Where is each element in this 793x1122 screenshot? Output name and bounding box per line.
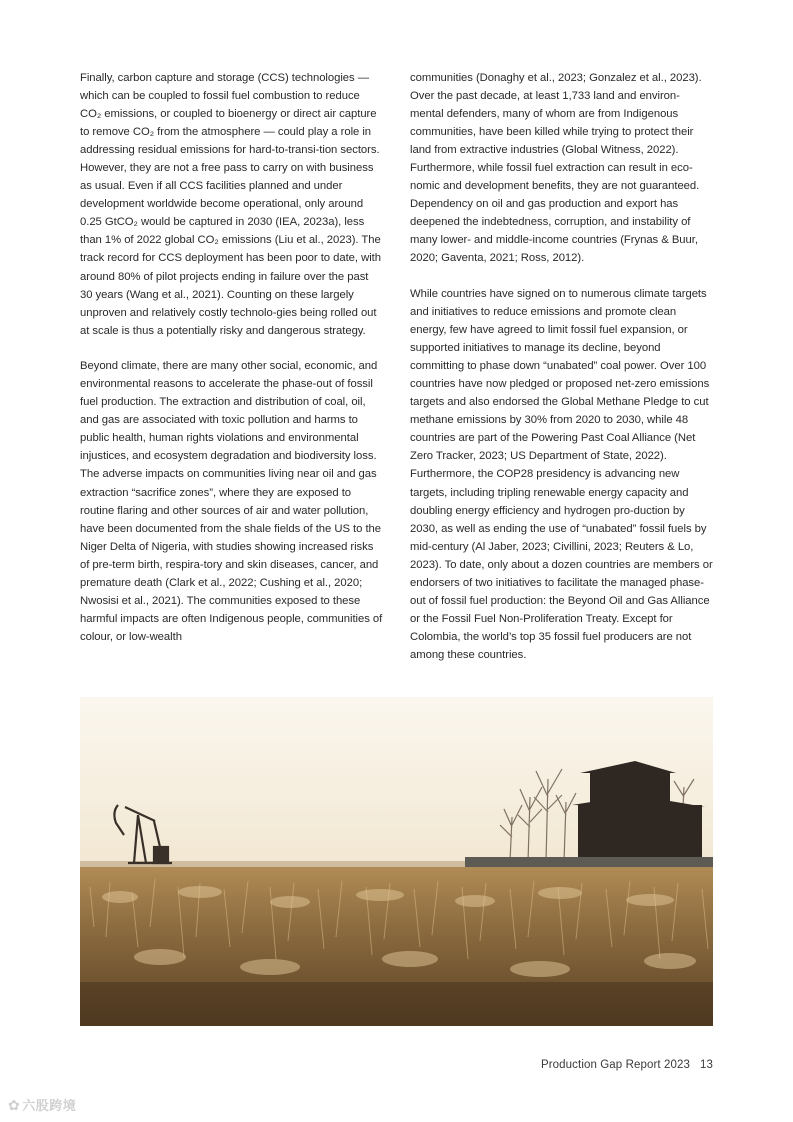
page-number: 13 (700, 1059, 713, 1071)
right-text-column (410, 69, 713, 682)
watermark (8, 1095, 76, 1114)
page-footer (541, 1059, 713, 1071)
paragraph-communities: communities (Donaghy et al., 2023; Gonzalez et al., 2023). Over the past decade, at least 1,733 land and environ-mental defenders, many of whom are from Indigenous communities, have been killed while trying to protect their land from extractive industries (Global Witness, 2022). Furthermore, while fossil fuel extraction can result in eco-nomic and development benefits, they are not guaranteed. Dependency on oil and gas production and export has deepened the indebtedness, corruption, and instability of many lower- and middle-income countries (Frynas & Buur, 2020; Gaventa, 2021; Ross, 2012). (410, 72, 702, 265)
photo-oil-field-reeds (80, 697, 713, 1026)
logo-icon: ✿ (8, 1097, 21, 1113)
paragraph-ccs: Finally, carbon capture and storage (CCS) technologies — which can be coupled to fossil fuel combustion to reduce CO₂ emissions, or coupled to bioenergy or direct air capture to remove CO₂ from the atmosphere — could play a role in addressing residual emissions for hard-to-transi-tion sectors. However, they are not a free pass to carry on with business as usual. Even if all CCS facilities planned and under development worldwide become operational, only around 0.25 GtCO₂ would be captured in 2030 (IEA, 2023a), less than 1% of 2022 global CO₂ emissions (Liu et al., 2023). The track record for CCS deployment has been poor to date, with around 80% of pilot projects ending in failure over the past 30 years (Wang et al., 2021). Counting on these largely unproven and relatively costly technolo-gies being rolled out at scale is thus a potentially risky and dangerous strategy. (80, 72, 381, 337)
foreground-shadow (80, 982, 713, 1026)
paragraph-climate-targets: While countries have signed on to numerous climate targets and initiatives to reduce emissions and promote clean energy, few have agreed to limit fossil fuel expansion, or supported initiatives to manage its decline, beyond committing to phase down “unabated” coal power. Over 100 countries have now pledged or proposed net-zero emissions targets and also endorsed the Global Methane Pledge to cut methane emissions by 30% from 2020 to 2030, while 48 countries are part of the Powering Past Coal Alliance (Net Zero Tracker, 2023; US Department of State, 2022). Furthermore, the COP28 presidency is advancing new targets, including tripling renewable energy capacity and doubling energy efficiency and hydrogen pro-duction by 2030, as well as ending the use of “unabated” fossil fuels by mid-century (Al Jaber, 2023; Civillini, 2023; Reuters & Lo, 2023). To date, only about a dozen countries are members or endorsers of two initiatives to facilitate the managed phase-out of fossil fuel production: the Beyond Oil and Gas Alliance or the Fossil Fuel Non-Proliferation Treaty. Except for Colombia, the world’s top 35 fossil fuel producers are not among these countries. (410, 288, 713, 661)
paragraph-beyond-climate: Beyond climate, there are many other social, economic, and environmental reasons to accelerate the phase-out of fossil fuel production. The extraction and distribution of coal, oil, and gas are associated with toxic pollution and harms to public health, human rights violations and environmental injustices, and ecosystem degradation and biodiversity loss. The adverse impacts on communities living near oil and gas extraction “sacrifice zones”, where they are exposed to routine flaring and other sources of air and water pollution, have been documented from the shale fields of the US to the Niger Delta of Nigeria, with studies showing increased risks of pre-term birth, respira-tory and skin diseases, cancer, and premature death (Clark et al., 2022; Cushing et al., 2020; Nwosisi et al., 2021). The communities exposed to these harmful impacts are often Indigenous people, communities of colour, or low-wealth (80, 360, 383, 643)
report-title: Production Gap Report 2023 (540, 1059, 690, 1071)
watermark-text: 六股跨境 (22, 1098, 77, 1113)
left-text-column (80, 69, 383, 663)
